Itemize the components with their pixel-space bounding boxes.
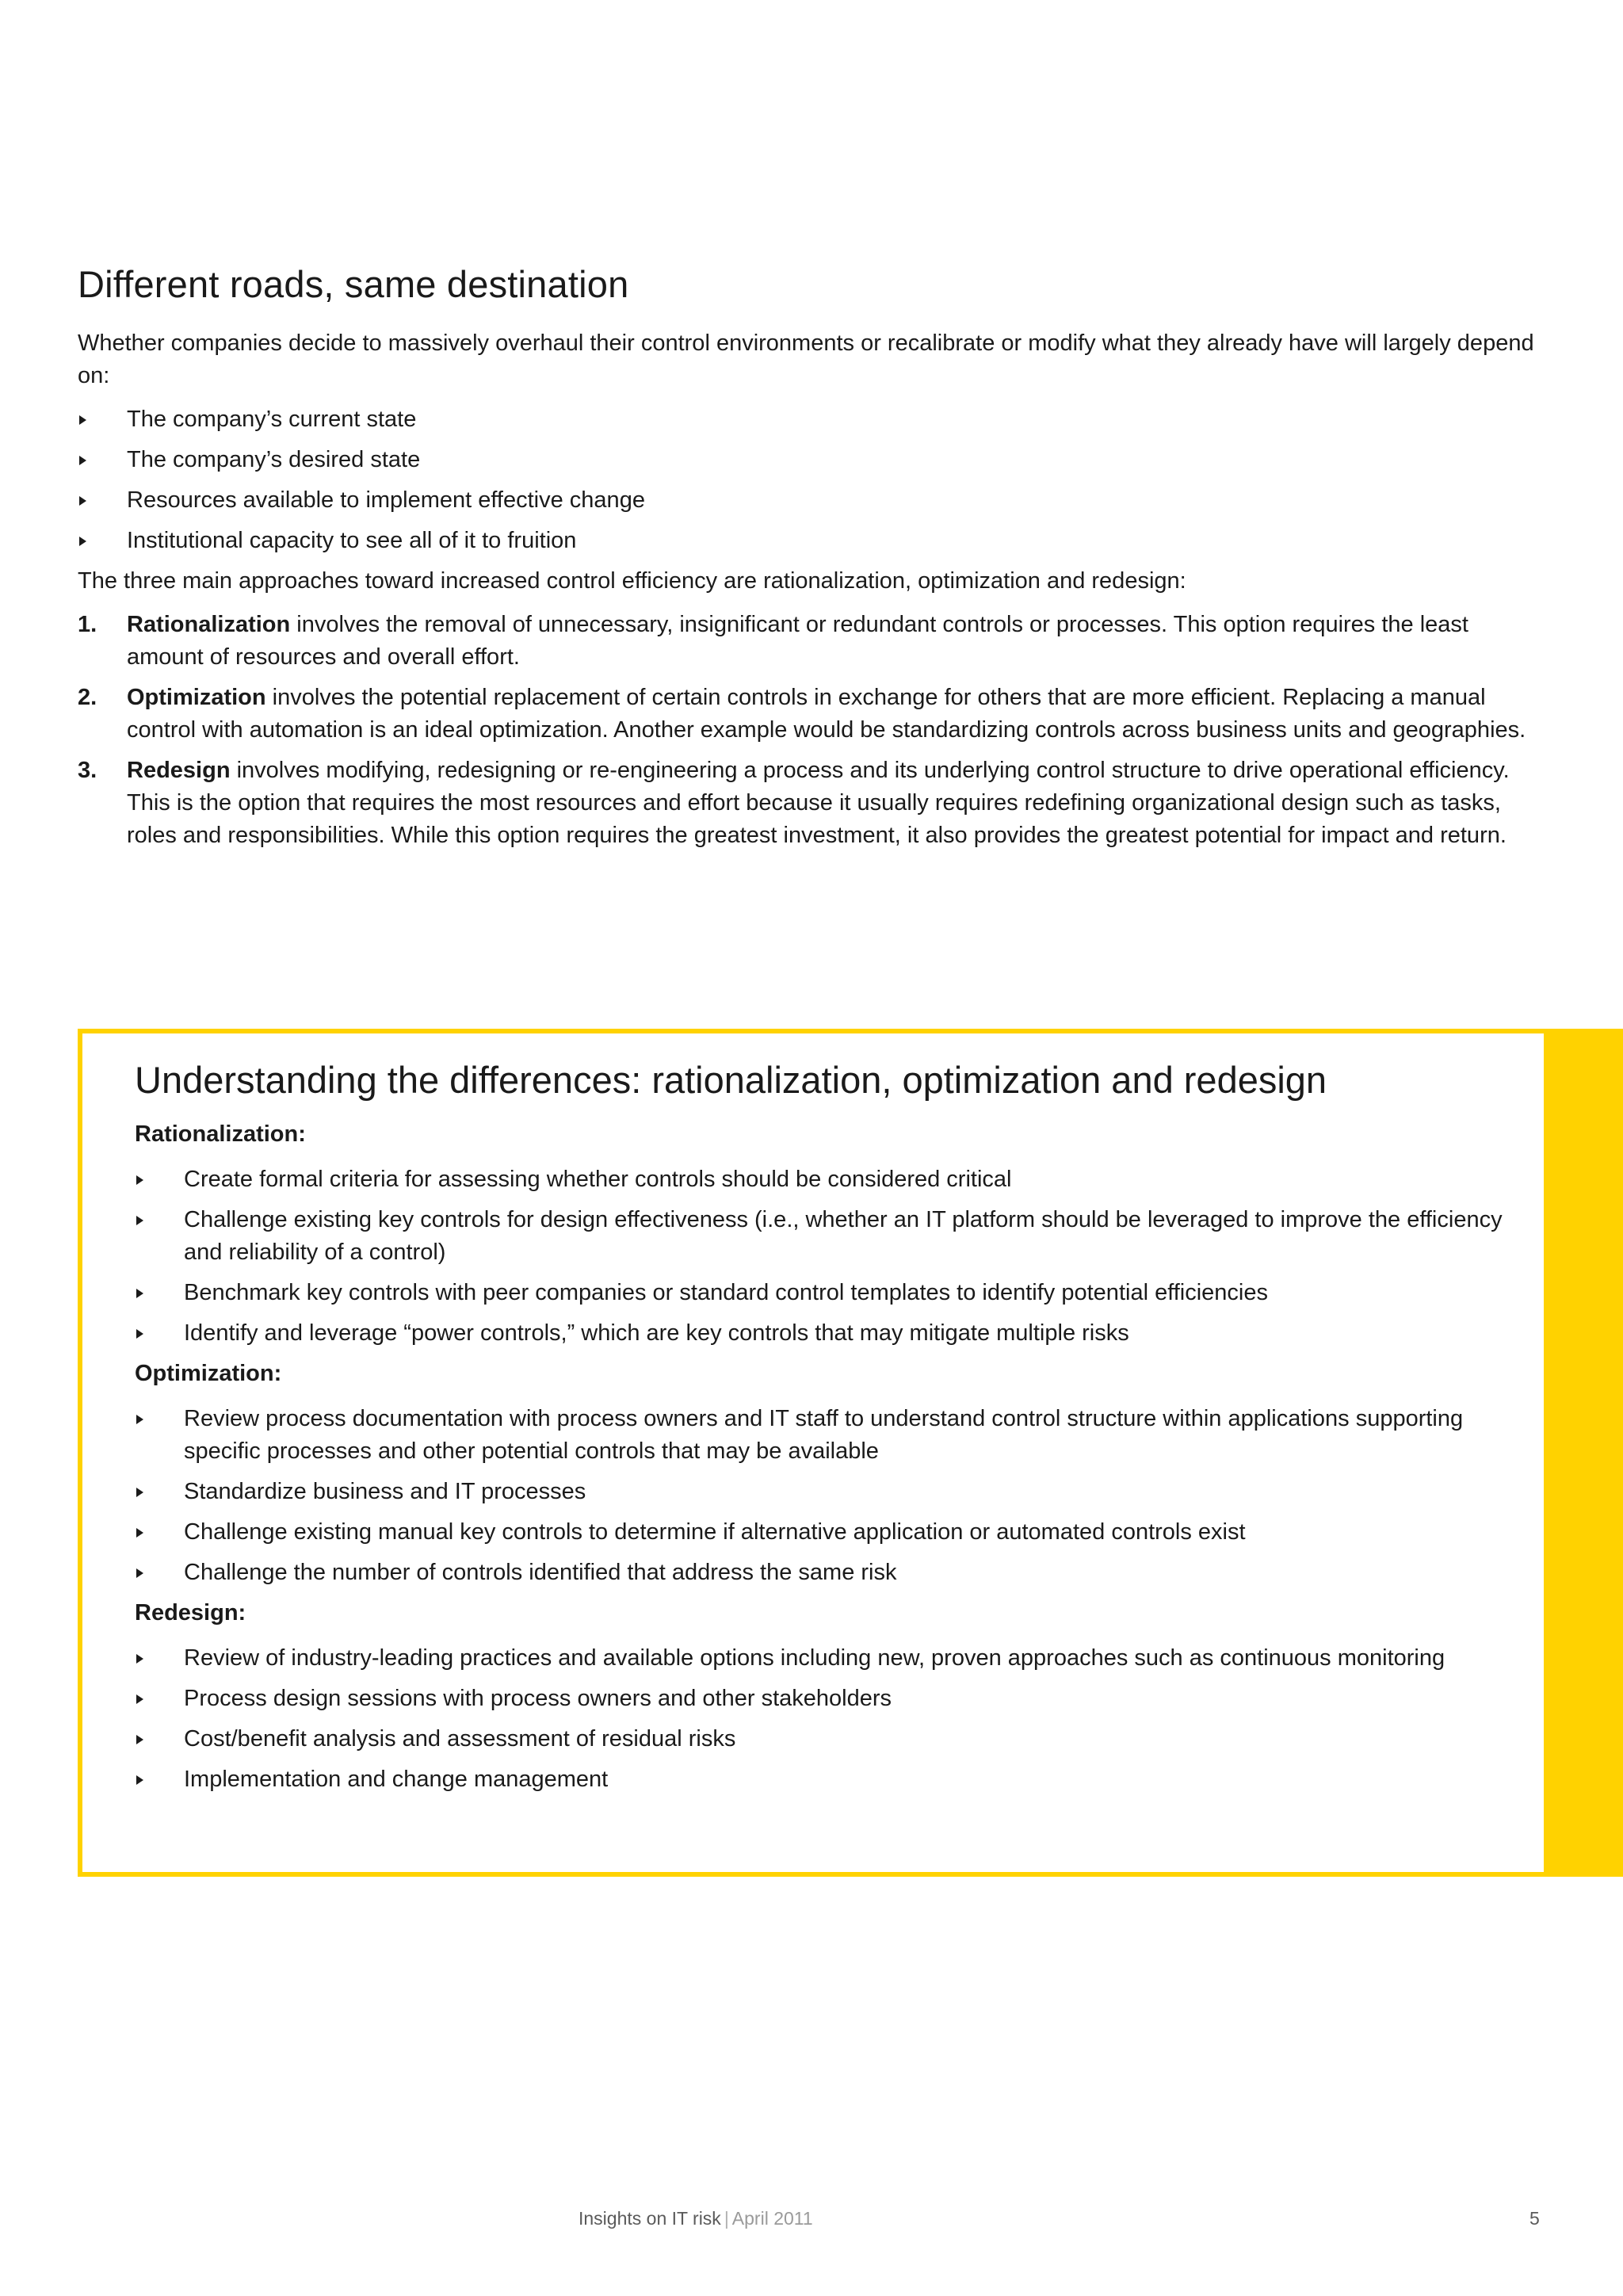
main-section [78, 262, 1536, 860]
factor-list [78, 403, 1536, 557]
list-item [135, 1557, 1514, 1589]
callout-accent-bar [1544, 1029, 1623, 1877]
footer-doc-title: Insights on IT risk [579, 2208, 721, 2229]
bullet-icon [136, 1329, 143, 1339]
bullet-icon [136, 1775, 143, 1785]
list-item [135, 1763, 1514, 1796]
bullet-icon [136, 1568, 143, 1578]
list-item-text: Create formal criteria for assessing whether controls should be considered critical [184, 1166, 1012, 1192]
factor-item [78, 403, 1536, 436]
callout-content [135, 1057, 1514, 1804]
list-item [135, 1277, 1514, 1309]
bullet-icon [79, 537, 86, 546]
redesign-list [135, 1642, 1514, 1796]
list-item-text: Challenge the number of controls identified that address the same risk [184, 1559, 897, 1585]
list-item-text: Implementation and change management [184, 1766, 609, 1792]
group-heading-redesign: Redesign: [135, 1599, 246, 1626]
factor-item [78, 525, 1536, 557]
approach-item [78, 755, 1536, 852]
bullet-icon [79, 415, 86, 425]
section-intro: Whether companies decide to massively overhaul their control environments or recalibrate or modify what they already have will largely depend on: [78, 330, 1534, 388]
bullet-icon [136, 1694, 143, 1704]
bullet-icon [79, 496, 86, 506]
approach-text: involves the removal of unnecessary, insignificant or redundant controls or processes. This option requires the least amount of resources and overall effort. [127, 611, 1468, 670]
list-item [135, 1516, 1514, 1549]
footer-running-title [579, 2208, 813, 2229]
bullet-icon [136, 1488, 143, 1497]
footer-separator: | [724, 2208, 729, 2229]
list-item-text: Cost/benefit analysis and assessment of residual risks [184, 1725, 736, 1752]
list-item-text: Identify and leverage “power controls,” which are key controls that may mitigate multiple risks [184, 1320, 1129, 1346]
bullet-icon [79, 456, 86, 465]
approach-term: Optimization [127, 684, 266, 710]
list-item-text: Review process documentation with process owners and IT staff to understand control structure within applications supporting specific processes and other potential controls that may be available [184, 1405, 1464, 1464]
factor-item [78, 444, 1536, 476]
factor-text: Institutional capacity to see all of it to fruition [127, 527, 577, 553]
list-item-text: Standardize business and IT processes [184, 1478, 586, 1504]
section-title: Different roads, same destination [78, 263, 629, 305]
list-item-text: Challenge existing key controls for design effectiveness (i.e., whether an IT platform should be leveraged to improve the efficiency and reliability of a control) [184, 1206, 1503, 1265]
bullet-icon [136, 1415, 143, 1424]
approach-term: Rationalization [127, 611, 291, 637]
list-item [135, 1204, 1514, 1269]
list-item-text: Process design sessions with process owners and other stakeholders [184, 1685, 892, 1711]
approach-number: 2. [78, 684, 97, 710]
approaches-intro: The three main approaches toward increased control efficiency are rationalization, optimization and redesign: [78, 567, 1186, 594]
bullet-icon [136, 1735, 143, 1744]
approach-text: involves the potential replacement of certain controls in exchange for others that are more efficient. Replacing a manual control with automation is an ideal optimization. Another example would be standardizing controls across business units and geographies. [127, 684, 1526, 743]
bullet-icon [136, 1528, 143, 1538]
list-item [135, 1403, 1514, 1468]
approach-text: involves modifying, redesigning or re-engineering a process and its underlying control structure to drive operational efficiency. This is the option that requires the most resources and effort because it usually requires redefining organizational design such as tasks, roles and responsibilities. While this option requires the greatest investment, it also provides the greatest potential for impact and return. [127, 757, 1510, 848]
list-item [135, 1317, 1514, 1350]
approach-number: 1. [78, 611, 97, 637]
page-number: 5 [1529, 2208, 1540, 2229]
callout-title: Understanding the differences: rationalization, optimization and redesign [135, 1059, 1327, 1101]
rationalization-list [135, 1163, 1514, 1350]
list-item [135, 1163, 1514, 1196]
factor-text: The company’s current state [127, 406, 417, 432]
list-item [135, 1642, 1514, 1675]
approach-list [78, 609, 1536, 852]
bullet-icon [136, 1216, 143, 1225]
factor-item [78, 484, 1536, 517]
group-heading-rationalization: Rationalization: [135, 1121, 306, 1147]
list-item-text: Benchmark key controls with peer companies or standard control templates to identify potential efficiencies [184, 1279, 1268, 1305]
callout-box [78, 1029, 1544, 1877]
approach-term: Redesign [127, 757, 231, 783]
bullet-icon [136, 1289, 143, 1298]
list-item [135, 1683, 1514, 1715]
optimization-list [135, 1403, 1514, 1589]
bullet-icon [136, 1654, 143, 1664]
list-item [135, 1476, 1514, 1508]
factor-text: The company’s desired state [127, 446, 421, 472]
list-item-text: Review of industry-leading practices and available options including new, proven approaches such as continuous monitoring [184, 1645, 1445, 1671]
list-item-text: Challenge existing manual key controls to determine if alternative application or automated controls exist [184, 1519, 1246, 1545]
factor-text: Resources available to implement effective change [127, 487, 645, 513]
approach-number: 3. [78, 757, 97, 783]
group-heading-optimization: Optimization: [135, 1360, 282, 1386]
list-item [135, 1723, 1514, 1755]
footer-date: April 2011 [731, 2208, 813, 2229]
approach-item [78, 609, 1536, 674]
approach-item [78, 682, 1536, 747]
bullet-icon [136, 1175, 143, 1185]
